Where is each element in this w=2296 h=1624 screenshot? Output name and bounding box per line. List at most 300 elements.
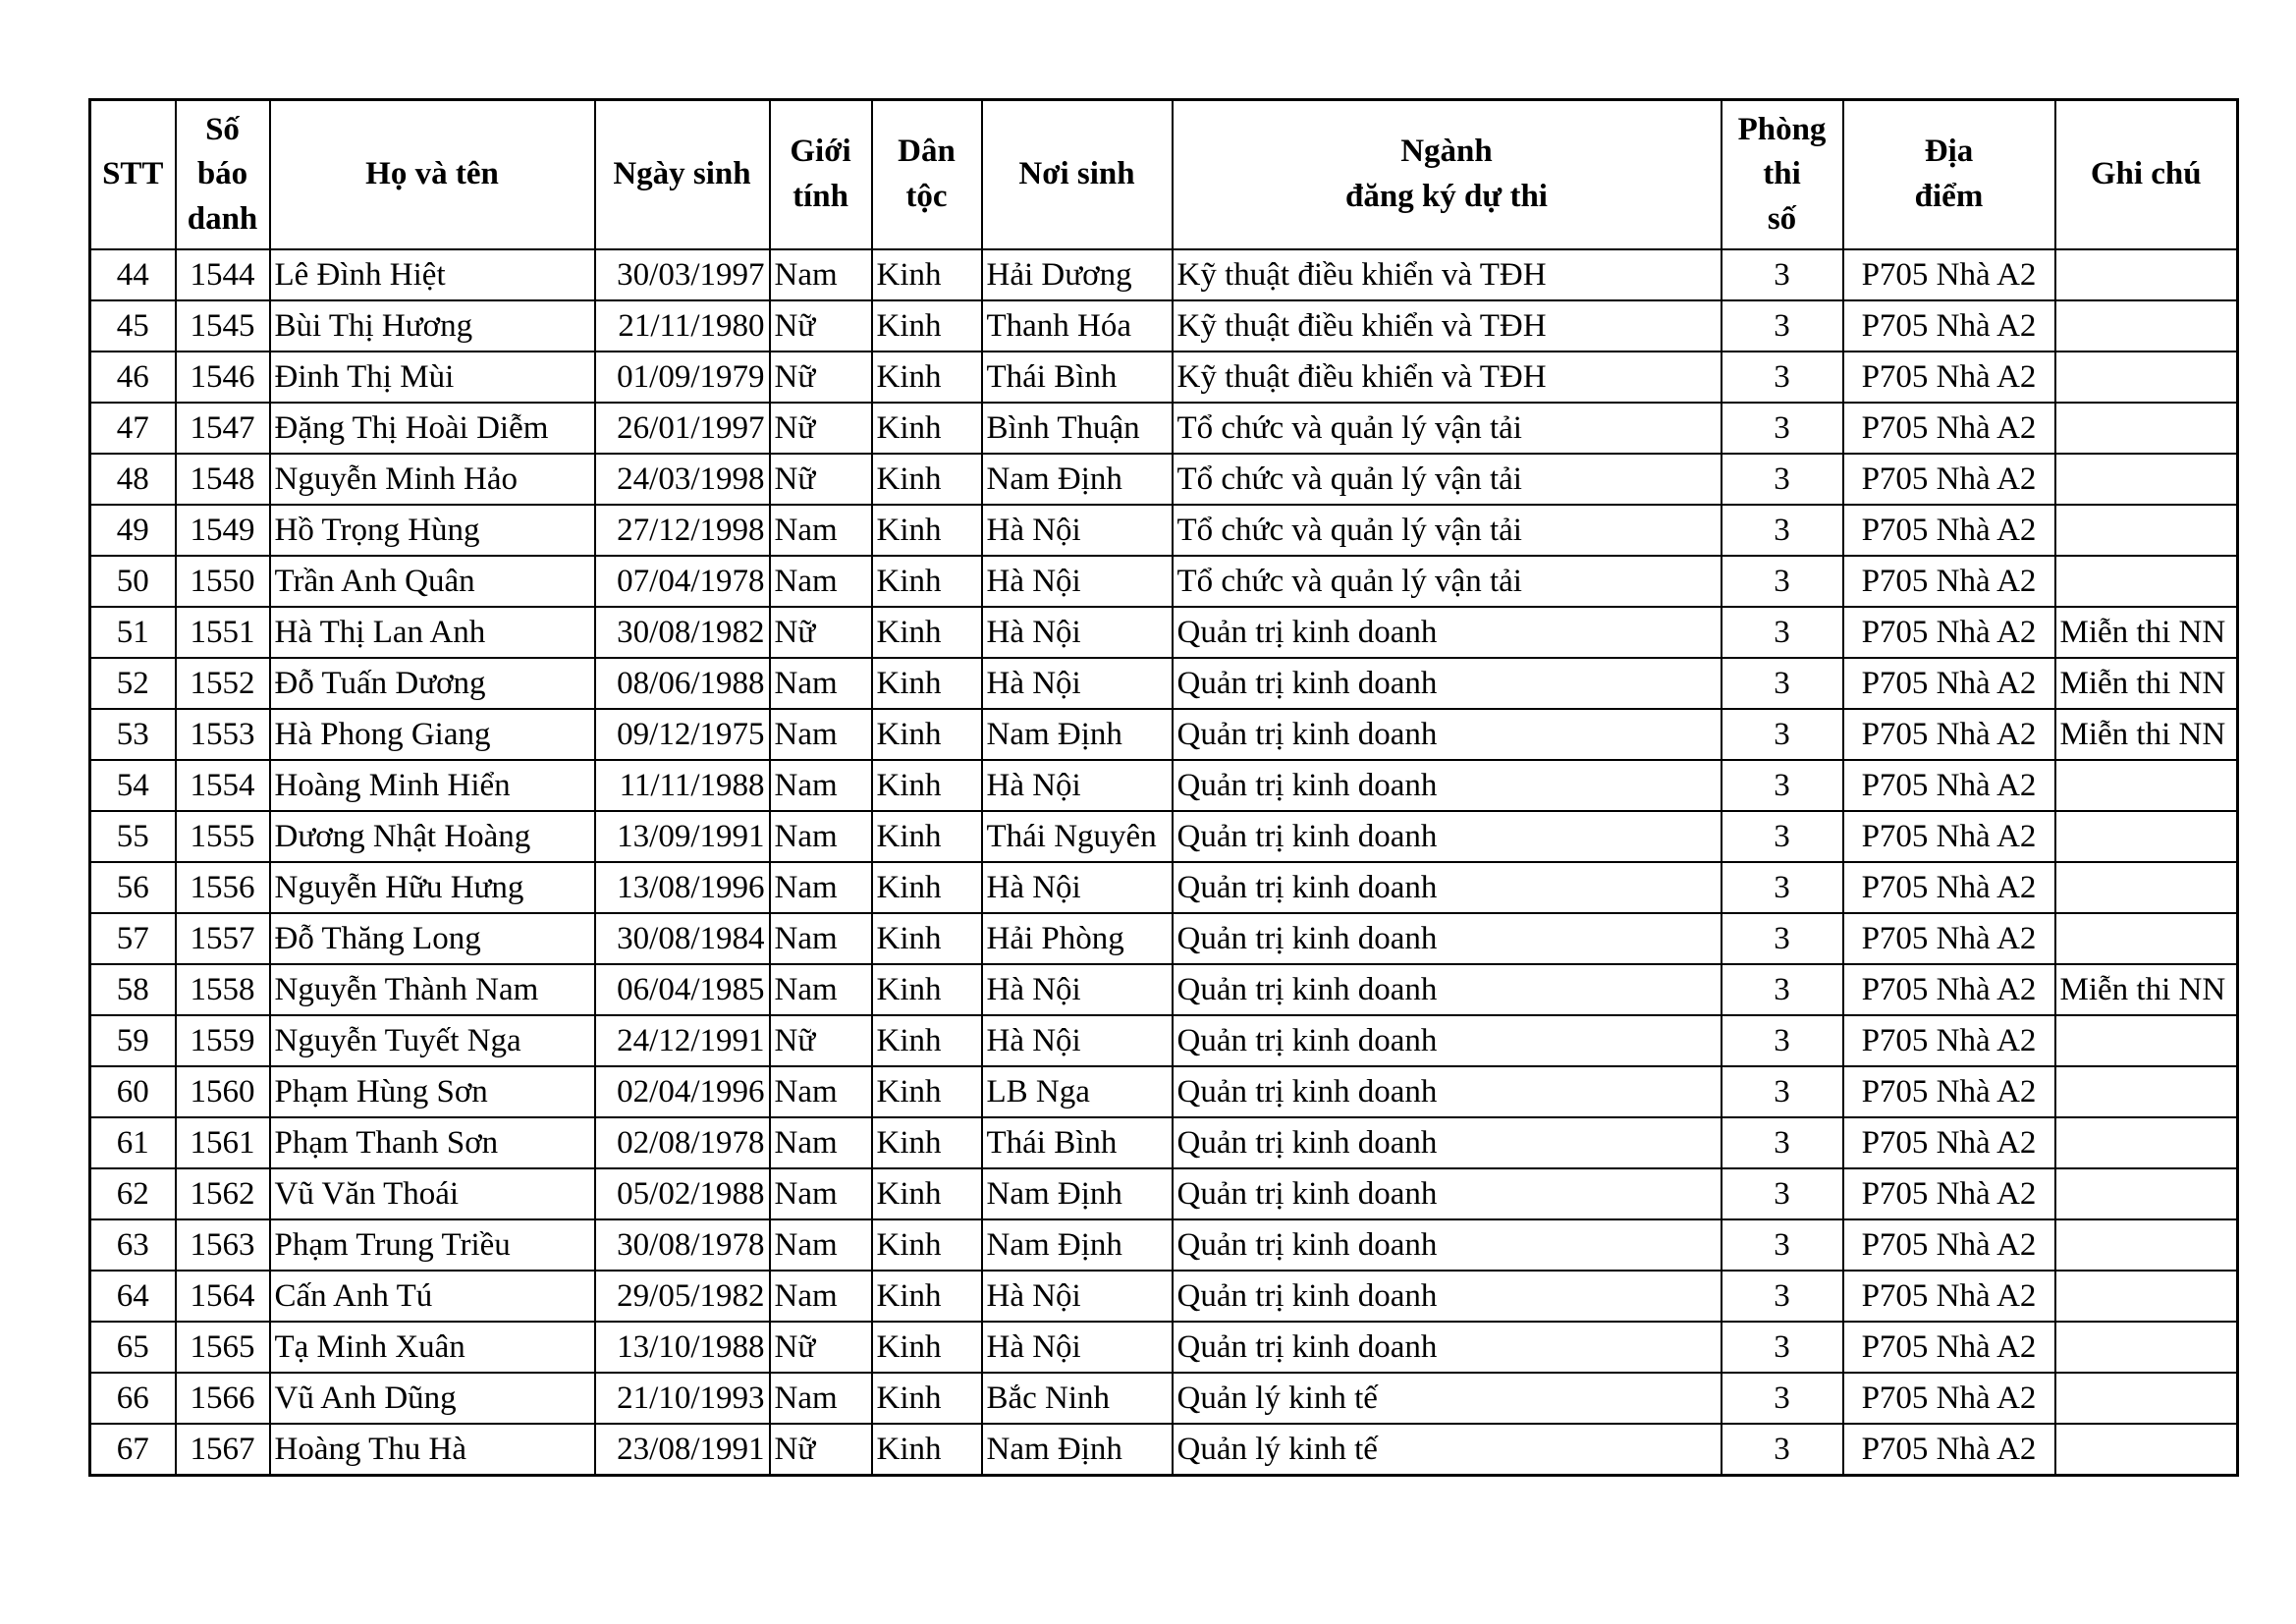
cell-exam-room: 3 <box>1722 1015 1843 1066</box>
cell-birthplace: Hà Nội <box>982 556 1173 607</box>
cell-note <box>2055 1117 2238 1168</box>
cell-full-name: Nguyễn Hữu Hưng <box>270 862 595 913</box>
cell-full-name: Nguyễn Thành Nam <box>270 964 595 1015</box>
header-registration-number-line: Số <box>205 111 240 147</box>
cell-note <box>2055 1322 2238 1373</box>
cell-registration-number: 1550 <box>176 556 270 607</box>
cell-date-of-birth: 09/12/1975 <box>595 709 770 760</box>
cell-note <box>2055 1219 2238 1271</box>
cell-gender: Nữ <box>770 403 872 454</box>
cell-ethnicity: Kinh <box>872 403 982 454</box>
cell-birthplace: Hà Nội <box>982 505 1173 556</box>
cell-location: P705 Nhà A2 <box>1843 1424 2055 1476</box>
cell-date-of-birth: 13/08/1996 <box>595 862 770 913</box>
cell-note <box>2055 1066 2238 1117</box>
cell-exam-room: 3 <box>1722 352 1843 403</box>
cell-stt: 50 <box>90 556 176 607</box>
cell-registration-number: 1557 <box>176 913 270 964</box>
cell-ethnicity: Kinh <box>872 1066 982 1117</box>
cell-ethnicity: Kinh <box>872 1219 982 1271</box>
cell-note: Miễn thi NN <box>2055 658 2238 709</box>
cell-stt: 65 <box>90 1322 176 1373</box>
cell-major: Quản trị kinh doanh <box>1173 913 1722 964</box>
table-row <box>90 454 2238 505</box>
header-row <box>90 100 2238 250</box>
cell-location: P705 Nhà A2 <box>1843 454 2055 505</box>
cell-location: P705 Nhà A2 <box>1843 1117 2055 1168</box>
table-row <box>90 505 2238 556</box>
cell-full-name: Phạm Thanh Sơn <box>270 1117 595 1168</box>
cell-date-of-birth: 07/04/1978 <box>595 556 770 607</box>
cell-registration-number: 1562 <box>176 1168 270 1219</box>
cell-ethnicity: Kinh <box>872 760 982 811</box>
cell-location: P705 Nhà A2 <box>1843 1168 2055 1219</box>
cell-note <box>2055 1015 2238 1066</box>
cell-full-name: Đặng Thị Hoài Diễm <box>270 403 595 454</box>
header-registration-number <box>176 100 270 250</box>
table-row <box>90 1271 2238 1322</box>
cell-registration-number: 1559 <box>176 1015 270 1066</box>
cell-exam-room: 3 <box>1722 658 1843 709</box>
cell-note <box>2055 505 2238 556</box>
cell-registration-number: 1561 <box>176 1117 270 1168</box>
cell-major: Quản trị kinh doanh <box>1173 1066 1722 1117</box>
cell-major: Quản trị kinh doanh <box>1173 811 1722 862</box>
table-row <box>90 964 2238 1015</box>
header-exam-room-line: số <box>1767 200 1797 237</box>
cell-birthplace: Hà Nội <box>982 607 1173 658</box>
header-major-line: Ngành <box>1400 134 1493 170</box>
cell-gender: Nam <box>770 709 872 760</box>
cell-major: Quản trị kinh doanh <box>1173 760 1722 811</box>
cell-ethnicity: Kinh <box>872 1015 982 1066</box>
cell-location: P705 Nhà A2 <box>1843 300 2055 352</box>
cell-date-of-birth: 06/04/1985 <box>595 964 770 1015</box>
header-major <box>1173 100 1722 250</box>
cell-date-of-birth: 05/02/1988 <box>595 1168 770 1219</box>
header-date-of-birth: Ngày sinh <box>595 100 770 250</box>
header-full-name: Họ và tên <box>270 100 595 250</box>
cell-stt: 56 <box>90 862 176 913</box>
header-location <box>1843 100 2055 250</box>
cell-location: P705 Nhà A2 <box>1843 607 2055 658</box>
cell-stt: 61 <box>90 1117 176 1168</box>
cell-exam-room: 3 <box>1722 964 1843 1015</box>
cell-birthplace: Thái Nguyên <box>982 811 1173 862</box>
cell-major: Quản trị kinh doanh <box>1173 709 1722 760</box>
cell-location: P705 Nhà A2 <box>1843 913 2055 964</box>
cell-gender: Nam <box>770 249 872 300</box>
cell-major: Quản trị kinh doanh <box>1173 1219 1722 1271</box>
cell-note <box>2055 556 2238 607</box>
cell-note <box>2055 1168 2238 1219</box>
cell-note <box>2055 403 2238 454</box>
cell-stt: 45 <box>90 300 176 352</box>
table-row <box>90 1219 2238 1271</box>
cell-note <box>2055 862 2238 913</box>
cell-ethnicity: Kinh <box>872 1424 982 1476</box>
cell-gender: Nam <box>770 556 872 607</box>
cell-major: Quản trị kinh doanh <box>1173 1271 1722 1322</box>
cell-ethnicity: Kinh <box>872 300 982 352</box>
cell-ethnicity: Kinh <box>872 505 982 556</box>
cell-full-name: Vũ Anh Dũng <box>270 1373 595 1424</box>
cell-stt: 48 <box>90 454 176 505</box>
cell-ethnicity: Kinh <box>872 249 982 300</box>
cell-ethnicity: Kinh <box>872 913 982 964</box>
cell-major: Quản trị kinh doanh <box>1173 862 1722 913</box>
cell-date-of-birth: 23/08/1991 <box>595 1424 770 1476</box>
cell-gender: Nam <box>770 760 872 811</box>
header-gender <box>770 100 872 250</box>
cell-date-of-birth: 21/10/1993 <box>595 1373 770 1424</box>
cell-registration-number: 1563 <box>176 1219 270 1271</box>
table-row <box>90 811 2238 862</box>
table-row <box>90 352 2238 403</box>
cell-note <box>2055 1424 2238 1476</box>
table-body <box>90 249 2238 1476</box>
cell-exam-room: 3 <box>1722 1117 1843 1168</box>
cell-date-of-birth: 02/08/1978 <box>595 1117 770 1168</box>
table-row <box>90 1066 2238 1117</box>
cell-note <box>2055 1373 2238 1424</box>
table-row <box>90 862 2238 913</box>
cell-birthplace: Bắc Ninh <box>982 1373 1173 1424</box>
cell-ethnicity: Kinh <box>872 709 982 760</box>
header-exam-room <box>1722 100 1843 250</box>
cell-birthplace: Thái Bình <box>982 352 1173 403</box>
table-row <box>90 1424 2238 1476</box>
cell-full-name: Nguyễn Tuyết Nga <box>270 1015 595 1066</box>
cell-note <box>2055 352 2238 403</box>
cell-note <box>2055 913 2238 964</box>
cell-birthplace: Nam Định <box>982 709 1173 760</box>
cell-full-name: Bùi Thị Hương <box>270 300 595 352</box>
cell-stt: 57 <box>90 913 176 964</box>
cell-birthplace: Nam Định <box>982 1219 1173 1271</box>
cell-major: Quản trị kinh doanh <box>1173 1322 1722 1373</box>
cell-ethnicity: Kinh <box>872 1373 982 1424</box>
cell-major: Tổ chức và quản lý vận tải <box>1173 505 1722 556</box>
cell-ethnicity: Kinh <box>872 964 982 1015</box>
table-row <box>90 709 2238 760</box>
header-note: Ghi chú <box>2055 100 2238 250</box>
cell-location: P705 Nhà A2 <box>1843 1219 2055 1271</box>
cell-birthplace: Hà Nội <box>982 1015 1173 1066</box>
header-ethnicity-line: Dân <box>898 134 956 170</box>
cell-exam-room: 3 <box>1722 862 1843 913</box>
cell-registration-number: 1558 <box>176 964 270 1015</box>
cell-stt: 60 <box>90 1066 176 1117</box>
cell-gender: Nữ <box>770 300 872 352</box>
cell-full-name: Hồ Trọng Hùng <box>270 505 595 556</box>
cell-location: P705 Nhà A2 <box>1843 249 2055 300</box>
cell-registration-number: 1566 <box>176 1373 270 1424</box>
cell-exam-room: 3 <box>1722 811 1843 862</box>
cell-date-of-birth: 13/09/1991 <box>595 811 770 862</box>
cell-full-name: Trần Anh Quân <box>270 556 595 607</box>
cell-birthplace: Nam Định <box>982 1168 1173 1219</box>
header-gender-line: tính <box>793 179 848 214</box>
cell-major: Quản trị kinh doanh <box>1173 607 1722 658</box>
cell-birthplace: Thái Bình <box>982 1117 1173 1168</box>
cell-exam-room: 3 <box>1722 1271 1843 1322</box>
cell-ethnicity: Kinh <box>872 556 982 607</box>
cell-location: P705 Nhà A2 <box>1843 709 2055 760</box>
cell-exam-room: 3 <box>1722 1168 1843 1219</box>
cell-ethnicity: Kinh <box>872 862 982 913</box>
cell-location: P705 Nhà A2 <box>1843 556 2055 607</box>
cell-stt: 62 <box>90 1168 176 1219</box>
cell-gender: Nam <box>770 811 872 862</box>
cell-location: P705 Nhà A2 <box>1843 1066 2055 1117</box>
cell-stt: 54 <box>90 760 176 811</box>
header-registration-number-line: danh <box>187 200 258 237</box>
cell-date-of-birth: 30/08/1978 <box>595 1219 770 1271</box>
cell-date-of-birth: 30/08/1984 <box>595 913 770 964</box>
cell-ethnicity: Kinh <box>872 811 982 862</box>
cell-major: Kỹ thuật điều khiển và TĐH <box>1173 352 1722 403</box>
cell-registration-number: 1554 <box>176 760 270 811</box>
cell-exam-room: 3 <box>1722 454 1843 505</box>
cell-location: P705 Nhà A2 <box>1843 811 2055 862</box>
header-ethnicity <box>872 100 982 250</box>
cell-major: Quản lý kinh tế <box>1173 1424 1722 1476</box>
cell-exam-room: 3 <box>1722 913 1843 964</box>
cell-full-name: Hà Thị Lan Anh <box>270 607 595 658</box>
cell-stt: 51 <box>90 607 176 658</box>
cell-gender: Nữ <box>770 454 872 505</box>
cell-full-name: Phạm Hùng Sơn <box>270 1066 595 1117</box>
cell-stt: 58 <box>90 964 176 1015</box>
cell-location: P705 Nhà A2 <box>1843 1322 2055 1373</box>
cell-date-of-birth: 27/12/1998 <box>595 505 770 556</box>
cell-date-of-birth: 08/06/1988 <box>595 658 770 709</box>
header-stt: STT <box>90 100 176 250</box>
cell-note <box>2055 760 2238 811</box>
cell-full-name: Vũ Văn Thoái <box>270 1168 595 1219</box>
table-row <box>90 1373 2238 1424</box>
cell-full-name: Đỗ Thăng Long <box>270 913 595 964</box>
table-row <box>90 1322 2238 1373</box>
cell-birthplace: Hà Nội <box>982 760 1173 811</box>
cell-exam-room: 3 <box>1722 1322 1843 1373</box>
cell-full-name: Hà Phong Giang <box>270 709 595 760</box>
cell-location: P705 Nhà A2 <box>1843 1271 2055 1322</box>
cell-note: Miễn thi NN <box>2055 964 2238 1015</box>
table-row <box>90 1015 2238 1066</box>
table-row <box>90 607 2238 658</box>
cell-stt: 46 <box>90 352 176 403</box>
cell-registration-number: 1546 <box>176 352 270 403</box>
cell-registration-number: 1567 <box>176 1424 270 1476</box>
cell-gender: Nam <box>770 1066 872 1117</box>
cell-birthplace: Bình Thuận <box>982 403 1173 454</box>
cell-location: P705 Nhà A2 <box>1843 862 2055 913</box>
cell-gender: Nam <box>770 964 872 1015</box>
cell-ethnicity: Kinh <box>872 1117 982 1168</box>
cell-gender: Nữ <box>770 607 872 658</box>
table-row <box>90 403 2238 454</box>
table-row <box>90 1168 2238 1219</box>
cell-gender: Nam <box>770 862 872 913</box>
cell-location: P705 Nhà A2 <box>1843 352 2055 403</box>
cell-registration-number: 1565 <box>176 1322 270 1373</box>
cell-ethnicity: Kinh <box>872 352 982 403</box>
cell-birthplace: Hà Nội <box>982 964 1173 1015</box>
header-exam-room-line: Phòng <box>1737 111 1827 147</box>
cell-major: Quản trị kinh doanh <box>1173 658 1722 709</box>
cell-major: Quản lý kinh tế <box>1173 1373 1722 1424</box>
cell-birthplace: Hà Nội <box>982 1271 1173 1322</box>
cell-note <box>2055 454 2238 505</box>
cell-full-name: Hoàng Minh Hiển <box>270 760 595 811</box>
cell-gender: Nam <box>770 1168 872 1219</box>
cell-stt: 49 <box>90 505 176 556</box>
cell-major: Tổ chức và quản lý vận tải <box>1173 454 1722 505</box>
cell-birthplace: Hà Nội <box>982 862 1173 913</box>
cell-exam-room: 3 <box>1722 249 1843 300</box>
cell-date-of-birth: 02/04/1996 <box>595 1066 770 1117</box>
cell-major: Quản trị kinh doanh <box>1173 1168 1722 1219</box>
cell-exam-room: 3 <box>1722 709 1843 760</box>
header-major-line: đăng ký dự thi <box>1345 179 1548 214</box>
cell-gender: Nam <box>770 913 872 964</box>
cell-gender: Nữ <box>770 1015 872 1066</box>
cell-registration-number: 1545 <box>176 300 270 352</box>
cell-registration-number: 1553 <box>176 709 270 760</box>
exam-candidate-table <box>88 98 2239 1477</box>
cell-ethnicity: Kinh <box>872 1322 982 1373</box>
cell-stt: 67 <box>90 1424 176 1476</box>
cell-full-name: Nguyễn Minh Hảo <box>270 454 595 505</box>
cell-full-name: Phạm Trung Triều <box>270 1219 595 1271</box>
table-row <box>90 249 2238 300</box>
cell-registration-number: 1547 <box>176 403 270 454</box>
cell-note <box>2055 300 2238 352</box>
cell-birthplace: Nam Định <box>982 1424 1173 1476</box>
cell-major: Quản trị kinh doanh <box>1173 1117 1722 1168</box>
cell-registration-number: 1548 <box>176 454 270 505</box>
cell-birthplace: Hải Dương <box>982 249 1173 300</box>
cell-location: P705 Nhà A2 <box>1843 658 2055 709</box>
header-registration-number-line: báo <box>196 156 248 192</box>
cell-exam-room: 3 <box>1722 1373 1843 1424</box>
cell-date-of-birth: 11/11/1988 <box>595 760 770 811</box>
cell-stt: 44 <box>90 249 176 300</box>
cell-note: Miễn thi NN <box>2055 709 2238 760</box>
cell-location: P705 Nhà A2 <box>1843 505 2055 556</box>
cell-date-of-birth: 26/01/1997 <box>595 403 770 454</box>
cell-gender: Nam <box>770 1271 872 1322</box>
cell-birthplace: Hải Phòng <box>982 913 1173 964</box>
cell-birthplace: Nam Định <box>982 454 1173 505</box>
table-row <box>90 913 2238 964</box>
cell-birthplace: Thanh Hóa <box>982 300 1173 352</box>
header-location-line: Địa <box>1924 134 1974 170</box>
cell-date-of-birth: 24/12/1991 <box>595 1015 770 1066</box>
cell-gender: Nữ <box>770 1322 872 1373</box>
cell-ethnicity: Kinh <box>872 1271 982 1322</box>
cell-gender: Nữ <box>770 1424 872 1476</box>
table-row <box>90 658 2238 709</box>
header-ethnicity-line: tộc <box>905 179 948 214</box>
cell-note: Miễn thi NN <box>2055 607 2238 658</box>
cell-registration-number: 1560 <box>176 1066 270 1117</box>
cell-location: P705 Nhà A2 <box>1843 403 2055 454</box>
cell-full-name: Dương Nhật Hoàng <box>270 811 595 862</box>
cell-date-of-birth: 01/09/1979 <box>595 352 770 403</box>
cell-full-name: Đinh Thị Mùi <box>270 352 595 403</box>
cell-gender: Nam <box>770 1117 872 1168</box>
cell-registration-number: 1555 <box>176 811 270 862</box>
cell-ethnicity: Kinh <box>872 607 982 658</box>
table-row <box>90 300 2238 352</box>
cell-ethnicity: Kinh <box>872 1168 982 1219</box>
cell-gender: Nữ <box>770 352 872 403</box>
cell-birthplace: Hà Nội <box>982 658 1173 709</box>
cell-stt: 64 <box>90 1271 176 1322</box>
table-row <box>90 1117 2238 1168</box>
cell-exam-room: 3 <box>1722 556 1843 607</box>
cell-stt: 52 <box>90 658 176 709</box>
cell-date-of-birth: 30/08/1982 <box>595 607 770 658</box>
cell-full-name: Cấn Anh Tú <box>270 1271 595 1322</box>
cell-date-of-birth: 24/03/1998 <box>595 454 770 505</box>
cell-birthplace: LB Nga <box>982 1066 1173 1117</box>
header-birthplace: Nơi sinh <box>982 100 1173 250</box>
cell-full-name: Đỗ Tuấn Dương <box>270 658 595 709</box>
table-row <box>90 760 2238 811</box>
cell-full-name: Lê Đình Hiệt <box>270 249 595 300</box>
header-location-line: điểm <box>1914 179 1984 214</box>
cell-stt: 55 <box>90 811 176 862</box>
cell-location: P705 Nhà A2 <box>1843 1015 2055 1066</box>
cell-major: Kỹ thuật điều khiển và TĐH <box>1173 300 1722 352</box>
cell-ethnicity: Kinh <box>872 454 982 505</box>
cell-stt: 53 <box>90 709 176 760</box>
cell-note <box>2055 1271 2238 1322</box>
cell-gender: Nam <box>770 1373 872 1424</box>
cell-registration-number: 1552 <box>176 658 270 709</box>
cell-stt: 59 <box>90 1015 176 1066</box>
cell-major: Tổ chức và quản lý vận tải <box>1173 556 1722 607</box>
cell-stt: 66 <box>90 1373 176 1424</box>
cell-exam-room: 3 <box>1722 760 1843 811</box>
cell-location: P705 Nhà A2 <box>1843 1373 2055 1424</box>
header-exam-room-line: thi <box>1763 156 1801 192</box>
cell-major: Tổ chức và quản lý vận tải <box>1173 403 1722 454</box>
table-row <box>90 556 2238 607</box>
cell-full-name: Tạ Minh Xuân <box>270 1322 595 1373</box>
cell-registration-number: 1564 <box>176 1271 270 1322</box>
cell-exam-room: 3 <box>1722 403 1843 454</box>
cell-date-of-birth: 30/03/1997 <box>595 249 770 300</box>
cell-exam-room: 3 <box>1722 300 1843 352</box>
cell-full-name: Hoàng Thu Hà <box>270 1424 595 1476</box>
cell-stt: 47 <box>90 403 176 454</box>
cell-ethnicity: Kinh <box>872 658 982 709</box>
cell-gender: Nam <box>770 658 872 709</box>
cell-note <box>2055 249 2238 300</box>
cell-gender: Nam <box>770 505 872 556</box>
cell-major: Quản trị kinh doanh <box>1173 964 1722 1015</box>
cell-exam-room: 3 <box>1722 607 1843 658</box>
cell-exam-room: 3 <box>1722 1066 1843 1117</box>
cell-date-of-birth: 21/11/1980 <box>595 300 770 352</box>
cell-exam-room: 3 <box>1722 1424 1843 1476</box>
cell-registration-number: 1549 <box>176 505 270 556</box>
